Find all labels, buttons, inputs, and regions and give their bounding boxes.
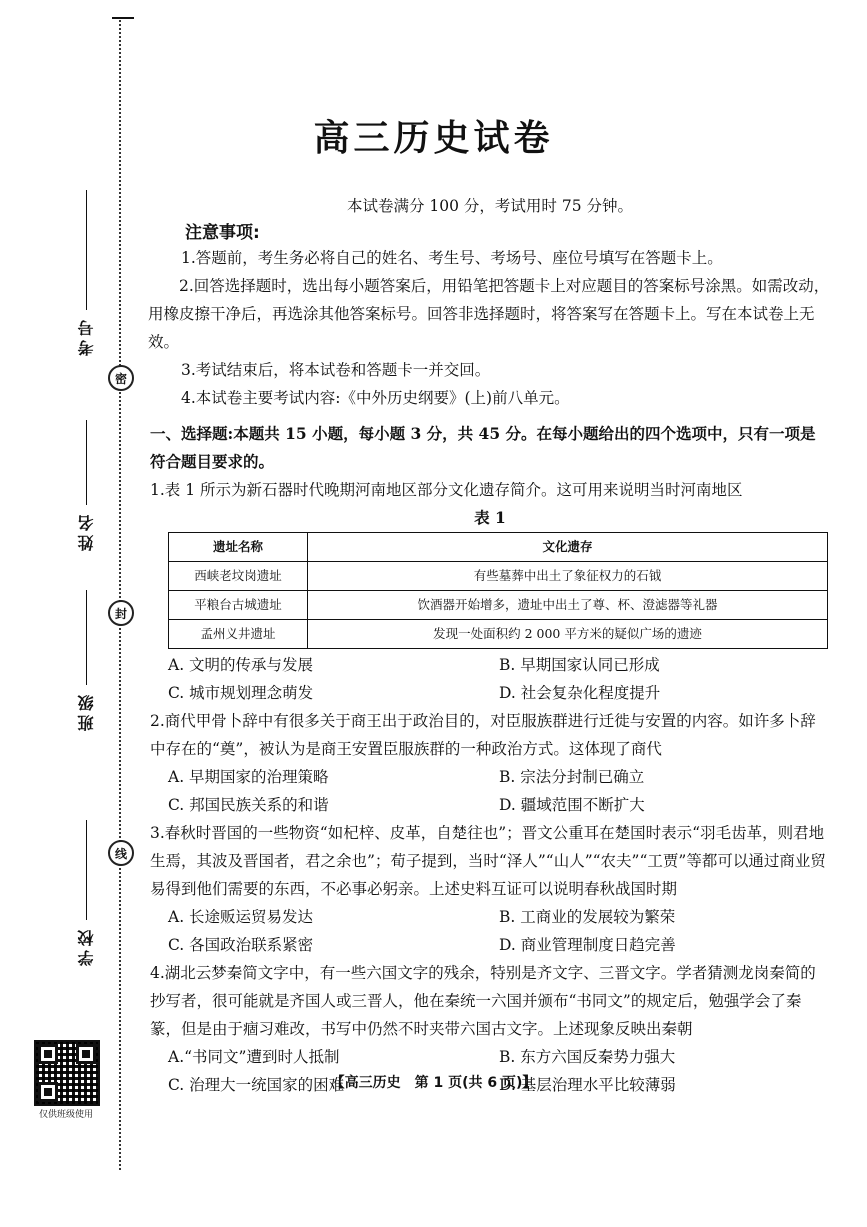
table-header: 文化遗存 xyxy=(308,533,828,562)
exam-info: 本试卷满分 100 分，考试用时 75 分钟。 xyxy=(346,197,634,215)
exam-number-label: 考号 xyxy=(76,316,96,356)
option-d[interactable]: D. 基层治理水平比较薄弱 xyxy=(499,1076,676,1094)
question-3-options xyxy=(150,903,830,959)
notice-item: 3.考试结束后，将本试卷和答题卡一并交回。 xyxy=(181,361,491,379)
name-label: 姓名 xyxy=(76,511,96,551)
option-c[interactable]: C. 城市规划理念萌发 xyxy=(168,684,314,702)
option-a[interactable]: A. 长途贩运贸易发达 xyxy=(168,908,314,926)
section-heading: 一、选择题:本题共 15 小题，每小题 3 分，共 45 分。在每小题给出的四个选项中，只有一项是符合题目要求的。 xyxy=(150,424,816,471)
table-row xyxy=(169,562,828,591)
option-a[interactable]: A. 早期国家的治理策略 xyxy=(168,768,329,786)
question-1-options xyxy=(150,651,830,707)
notice-item: 4.本试卷主要考试内容:《中外历史纲要》(上)前八单元。 xyxy=(181,389,570,407)
table-cell: 饮酒器开始增多，遗址中出土了尊、杯、澄滤器等礼器 xyxy=(308,591,828,620)
school-field[interactable] xyxy=(66,820,106,966)
option-a[interactable]: A. 文明的传承与发展 xyxy=(168,656,314,674)
option-b[interactable]: B. 东方六国反秦势力强大 xyxy=(499,1048,676,1066)
option-b[interactable]: B. 工商业的发展较为繁荣 xyxy=(499,908,676,926)
class-field[interactable] xyxy=(66,590,106,731)
option-a[interactable]: A.“书同文”遭到时人抵制 xyxy=(168,1048,340,1066)
seal-marker-mi: 密 xyxy=(108,365,134,391)
binding-margin xyxy=(0,0,150,1227)
class-label: 班级 xyxy=(76,691,96,731)
table-caption: 表 1 xyxy=(474,508,506,527)
option-b[interactable]: B. 宗法分封制已确立 xyxy=(499,768,645,786)
seal-line xyxy=(119,20,121,1170)
notice-list xyxy=(150,244,830,412)
table-row xyxy=(169,591,828,620)
option-d[interactable]: D. 社会复杂化程度提升 xyxy=(499,684,661,702)
school-label: 学校 xyxy=(76,926,96,966)
table-cell: 平粮台古城遗址 xyxy=(169,591,308,620)
table-header-row xyxy=(169,533,828,562)
table-cell: 发现一处面积约 2 000 平方米的疑似广场的遗迹 xyxy=(308,620,828,649)
option-d[interactable]: D. 疆域范围不断扩大 xyxy=(499,796,645,814)
table-header: 遗址名称 xyxy=(169,533,308,562)
table-row xyxy=(169,620,828,649)
questions xyxy=(150,420,830,1099)
option-c[interactable]: C. 各国政治联系紧密 xyxy=(168,936,314,954)
question-3-stem: 3.春秋时晋国的一些物资“如杞梓、皮革，自楚往也”；晋文公重耳在楚国时表示“羽毛齿革，则君地生焉，其波及晋国者，君之余也”；荀子提到，当时“泽人”“山人”“农夫”“工贾”等都可以通过商业贸易得到他们需要的东西，不必事必躬亲。上述史料互证可以说明春秋战国时期 xyxy=(150,824,826,898)
notice-item: 1.答题前，考生务必将自己的姓名、考生号、考场号、座位号填写在答题卡上。 xyxy=(181,249,723,267)
table-cell: 孟州义井遗址 xyxy=(169,620,308,649)
option-c[interactable]: C. 治理大一统国家的困难 xyxy=(168,1076,345,1094)
option-c[interactable]: C. 邦国民族关系的和谐 xyxy=(168,796,329,814)
page-title: 高三历史试卷 xyxy=(313,117,554,159)
name-field[interactable] xyxy=(66,420,106,551)
relic-table xyxy=(168,532,828,649)
notice-heading: 注意事项: xyxy=(185,223,260,243)
seal-marker-xian: 线 xyxy=(108,840,134,866)
table-cell: 西峡老坟岗遗址 xyxy=(169,562,308,591)
question-4-stem: 4.湖北云梦秦简文字中，有一些六国文字的残余，特别是齐文字、三晋文字。学者猜测龙岗秦简的抄写者，很可能就是齐国人或三晋人，他在秦统一六国并颁布“书同文”的规定后，勉强学会了秦篆，但是由于痼习难改，书写中仍然不时夹带六国古文字。上述现象反映出秦朝 xyxy=(150,964,816,1038)
qr-caption: 仅供班级使用 xyxy=(38,1110,93,1120)
question-1-stem: 1.表 1 所示为新石器时代晚期河南地区部分文化遗存简介。这可用来说明当时河南地区 xyxy=(150,481,743,499)
seal-marker-feng: 封 xyxy=(108,600,134,626)
option-d[interactable]: D. 商业管理制度日趋完善 xyxy=(499,936,676,954)
table-cell: 有些墓葬中出土了象征权力的石钺 xyxy=(308,562,828,591)
notice-item: 2.回答选择题时，选出每小题答案后，用铅笔把答题卡上对应题目的答案标号涂黑。如需改动，用橡皮擦干净后，再选涂其他答案标号。回答非选择题时，将答案写在答题卡上。写在本试卷上无效。 xyxy=(148,277,830,351)
margin-tick xyxy=(112,17,134,19)
option-b[interactable]: B. 早期国家认同已形成 xyxy=(499,656,660,674)
question-2-stem: 2.商代甲骨卜辞中有很多关于商王出于政治目的，对臣服族群进行迁徙与安置的内容。如许多卜辞中存在的“奠”，被认为是商王安置臣服族群的一种政治方式。这体现了商代 xyxy=(150,712,816,758)
exam-number-field[interactable] xyxy=(66,190,106,356)
question-2-options xyxy=(150,763,830,819)
page-footer: 【高三历史 第 1 页(共 6 页)】 xyxy=(330,1075,537,1091)
